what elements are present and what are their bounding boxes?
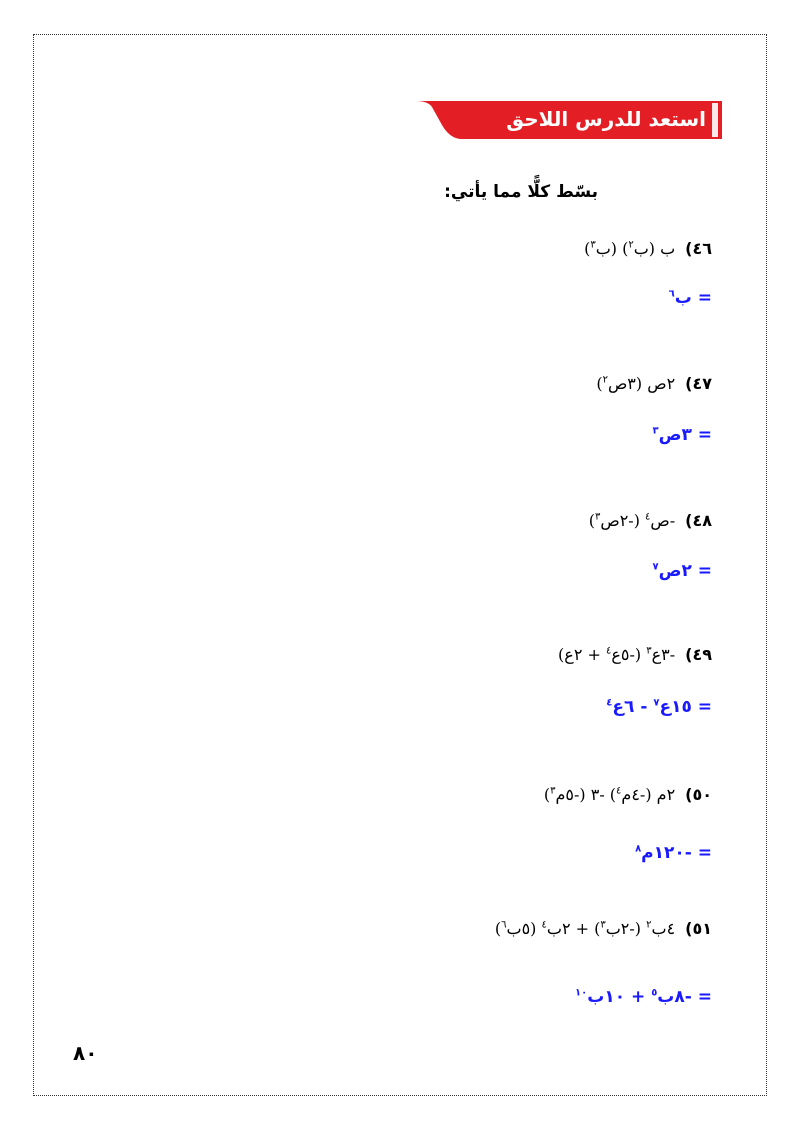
- problem-50: [544, 785, 712, 804]
- exponent: ٧: [652, 561, 659, 573]
- exponent: ٢: [628, 239, 634, 251]
- exponent: ٤: [541, 919, 547, 931]
- expression-part: (-٢ب: [605, 919, 647, 938]
- problem-number: ٤٧): [685, 374, 712, 393]
- answer-part: = ب: [674, 288, 712, 308]
- answer-part: = -٨ب: [657, 987, 712, 1007]
- problem-number: ٤٦): [685, 239, 712, 258]
- exponent: ٣: [550, 785, 556, 797]
- exponent: ٨: [635, 843, 642, 855]
- banner-title: استعد للدرس اللاحق: [506, 107, 706, 131]
- exponent: ٤: [616, 785, 622, 797]
- expression-part: (٥ب: [506, 919, 542, 938]
- expression-part: ) (ب: [595, 239, 629, 258]
- expression-part: (-٢ص: [600, 511, 646, 530]
- exponent: ٧: [653, 697, 660, 709]
- expression-part: ب (ب: [633, 239, 676, 258]
- expression-part: + ٢ع): [558, 645, 606, 664]
- answer-part: + ١٠ب: [587, 987, 652, 1007]
- answer-part: = -١٢٠م: [641, 843, 712, 863]
- answer-50: [635, 843, 712, 863]
- answer-part: = ٢ص: [658, 561, 712, 581]
- answer-part: - ٦ع: [612, 697, 654, 717]
- exponent: ٣: [590, 239, 596, 251]
- expression-part: ٢ص (٣ص: [607, 374, 676, 393]
- expression-part: ): [588, 511, 595, 530]
- exponent: ٣: [646, 645, 652, 657]
- expression-part: ٢م (-٤م: [621, 785, 676, 804]
- answer-part: = ١٥ع: [659, 697, 712, 717]
- expression-part: ): [494, 919, 502, 938]
- section-banner: [416, 101, 722, 139]
- exponent: ٣: [652, 425, 659, 437]
- problem-51: [495, 919, 712, 938]
- problem-number: ٤٩): [685, 645, 712, 664]
- exponent: ٤: [605, 645, 612, 657]
- expression-part: -٣ع: [651, 645, 676, 664]
- exponent: ٦: [501, 919, 507, 931]
- answer-49: [606, 697, 712, 717]
- problem-47: [596, 374, 712, 393]
- exponent: ٣: [594, 511, 601, 523]
- exponent: ٣: [600, 919, 606, 931]
- exponent: ٤: [606, 697, 613, 709]
- exponent: ٦: [668, 288, 675, 300]
- answer-part: = ٣ص: [658, 425, 712, 445]
- problem-49: [558, 645, 712, 664]
- problem-number: ٤٨): [685, 511, 712, 530]
- expression-part: ): [584, 239, 591, 258]
- problem-number: ٥٠): [685, 785, 712, 804]
- expression-part: ) -٣ (-٥م: [555, 785, 617, 804]
- expression-part: ): [543, 785, 551, 804]
- answer-46: [669, 288, 712, 308]
- page-number: ٨٠: [73, 1041, 98, 1065]
- answer-47: [652, 425, 712, 445]
- answer-48: [652, 561, 712, 581]
- exponent: ٢: [602, 374, 608, 386]
- exponent: ١٠: [575, 987, 588, 999]
- exponent: ٥: [651, 987, 658, 999]
- problem-46: [584, 239, 712, 258]
- exponent: ٤: [645, 511, 651, 523]
- expression-part: -ص: [650, 511, 676, 530]
- expression-part: ) + ٢ب: [546, 919, 601, 938]
- answer-51: [575, 987, 712, 1007]
- exponent: ٢: [646, 919, 652, 931]
- expression-part: (-٥ع: [611, 645, 647, 664]
- problem-number: ٥١): [685, 919, 712, 938]
- problem-48: [589, 511, 712, 530]
- instruction-text: بسّط كلًّا مما يأتي:: [444, 182, 598, 202]
- expression-part: ): [596, 374, 603, 393]
- expression-part: ٤ب: [651, 919, 676, 938]
